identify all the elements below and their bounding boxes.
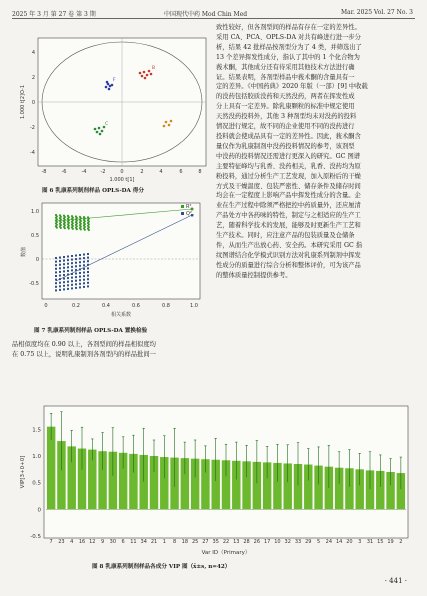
q2-point [63, 263, 65, 265]
svg-text:0.2: 0.2 [72, 303, 80, 309]
q2-point [87, 275, 89, 277]
paragraph-line: 莪术酮，其他成分还有待采用其他技术方法进行确 [216, 63, 355, 71]
fig7-x-label: 相关系数 [110, 312, 132, 318]
q2-point [83, 261, 85, 263]
q2-point [55, 282, 57, 284]
fig8-vip-chart [16, 402, 414, 558]
svg-text:4: 4 [31, 50, 35, 56]
q2-point [59, 264, 61, 266]
right-column-text [216, 23, 415, 281]
q2-point [75, 276, 77, 278]
q2-point [71, 284, 73, 286]
q2-point [79, 261, 81, 263]
x-tick-label: 14 [335, 539, 343, 545]
q2-point [63, 285, 65, 287]
svg-text:0: 0 [31, 100, 35, 106]
q2-point [79, 276, 81, 278]
r2-point [68, 227, 70, 229]
y-tick-label: 1.0 [32, 454, 41, 460]
x-tick-label: 18 [181, 539, 189, 545]
q2-point [83, 275, 85, 277]
paragraph-line: 采用 CA、PCA、OPLS-DA 对共有峰进行进一步分 [216, 33, 361, 41]
q2-point [63, 281, 65, 283]
paragraph-line: 件，从而生产出放心药、安全药。本研究采用 GC 指 [216, 241, 363, 249]
x-tick-label: 3 [358, 539, 362, 545]
paragraph-line: 量仅作为乳康制剂中没药投料情况的参考，该剂型 [216, 142, 355, 150]
x-tick-label: 21 [150, 539, 158, 545]
q2-point [83, 268, 85, 270]
q2-point [75, 280, 77, 282]
q2-point [63, 260, 65, 262]
q2-point [83, 257, 85, 259]
q2-point [83, 254, 85, 256]
svg-text:0.8: 0.8 [162, 303, 170, 309]
q2-point [71, 255, 73, 257]
fig6-y-ticks [30, 50, 35, 156]
q2-point [75, 262, 77, 264]
svg-text:1.0: 1.0 [31, 209, 39, 215]
paragraph-line: 定的差异。《中国药典》2020 年版（一部）[9] 中收载 [216, 83, 368, 91]
paragraph-line: 艺，随着科学技术的发展，能够及时更新生产工艺和 [216, 222, 361, 230]
q2-point [67, 266, 69, 268]
q2-point [55, 264, 57, 266]
x-tick-label: 4 [70, 539, 74, 545]
svg-text:6: 6 [179, 169, 183, 175]
q2-point [83, 282, 85, 284]
svg-text:-4: -4 [81, 169, 87, 175]
q2-point [79, 286, 81, 288]
fig7-x-ticks [44, 303, 198, 309]
paragraph-line: 分上具有一定差异。除乳康颗粒的标准中规定使用 [216, 103, 355, 111]
svg-text:0.4: 0.4 [102, 303, 110, 309]
x-tick-label: 16 [78, 539, 86, 545]
q2-point [59, 285, 61, 287]
fig7-permutation-plot [16, 197, 210, 327]
q2-point [67, 277, 69, 279]
paragraph-line: 的没药包括胶质没药和天然没药，两者在挥发性成 [216, 93, 355, 101]
left-column-text [12, 340, 208, 360]
svg-text:-8: -8 [41, 169, 47, 175]
x-tick-label: 33 [294, 539, 302, 545]
header-center: 中国现代中药 Mod Chin Med [164, 11, 248, 18]
svg-text:0.6: 0.6 [132, 303, 140, 309]
q2-point [75, 273, 77, 275]
x-tick-label: 5 [316, 539, 321, 545]
q2-point [87, 271, 89, 273]
q2-point [83, 286, 85, 288]
q2-point [63, 278, 65, 280]
q2-point [79, 272, 81, 274]
svg-text:8: 8 [198, 169, 202, 175]
q2-point [55, 286, 57, 288]
svg-text:-4: -4 [30, 150, 35, 156]
x-tick-label: 23 [58, 539, 65, 545]
y-tick-label: 0.5 [32, 480, 41, 487]
q2-point [55, 261, 57, 263]
q2-point [63, 267, 65, 269]
y-tick-label: 0 [37, 507, 41, 514]
legend-r2: R² [186, 204, 192, 210]
y-tick-label: 1.5 [32, 427, 41, 434]
x-tick-label: 24 [325, 539, 333, 545]
svg-text:0.5: 0.5 [31, 233, 39, 239]
r2-point [88, 229, 90, 231]
x-tick-label: 15 [377, 539, 384, 545]
q2-point [55, 275, 57, 277]
r2-point [76, 228, 78, 230]
q2-point [71, 266, 73, 268]
header-right: Mar. 2025 Vol. 27 No. 3 [341, 9, 413, 16]
paragraph-line: 生产技术。同时，应注意产品的包装质量及仓储条 [216, 232, 355, 240]
y-tick-label: -0.5 [30, 534, 41, 540]
x-tick-label: 22 [222, 539, 230, 545]
q2-point [55, 268, 57, 270]
x-tick-label: 27 [202, 539, 209, 545]
q2-point [59, 289, 61, 291]
q2-point [87, 278, 89, 280]
q2-point [79, 279, 81, 281]
q2-point [55, 257, 57, 259]
svg-text:2: 2 [31, 75, 35, 81]
paragraph-line: 13 个差异挥发性成分，指认了其中的 1 个化合物为 [216, 53, 360, 61]
r2-point [84, 229, 86, 231]
r2-point [56, 227, 58, 229]
fig6-x-ticks [42, 169, 202, 175]
q2-point [63, 270, 65, 272]
fig7-y-ticks [29, 209, 39, 287]
paragraph-line: 天然没药投料外，其他 3 种剂型均未对没药的投料 [216, 113, 357, 121]
x-tick-label: 6 [121, 539, 125, 545]
paragraph-line: 的整体质量控制提供参考。 [216, 271, 292, 279]
q2-point [75, 283, 77, 285]
x-tick-label: 35 [212, 539, 219, 545]
x-tick-label: 11 [130, 539, 137, 545]
x-tick-label: 17 [263, 539, 271, 545]
fig6-x-label: 1.000 t[1] [109, 177, 135, 183]
q2-point [79, 254, 81, 256]
x-tick-label: 25 [191, 539, 199, 545]
x-tick-label: 9 [100, 539, 105, 545]
q2-point [75, 287, 77, 289]
legend-q2: Q² [186, 211, 192, 217]
svg-text:-0.5: -0.5 [29, 281, 39, 287]
fig6-caption: 图 6 乳康系列制剂样品 OPLS-DA 得分 [42, 188, 144, 194]
x-tick-label: 32 [284, 539, 291, 545]
paragraph-line: 粉投料，通过分析生产工艺发现，加入原粉后的干燥 [216, 172, 361, 180]
fig6-score-plot [16, 34, 210, 184]
svg-text:-6: -6 [61, 169, 67, 175]
x-tick-label: 2 [399, 539, 403, 545]
paragraph-line: 纹图谱结合化学模式识别方法对乳康系列制剂中挥发 [216, 251, 361, 259]
q2-point [59, 271, 61, 273]
q2-point [79, 265, 81, 267]
q2-point [71, 287, 73, 289]
fig6-y-label: 1.000 t[2]O-1 [20, 84, 26, 120]
q2-point [87, 253, 89, 255]
q2-point [79, 283, 81, 285]
paragraph-line: 主要特征峰均与乳香、没药相关，乳香、没药均为原 [216, 162, 361, 170]
q2-point [83, 279, 85, 281]
paragraph-line: 证。结果表明，各剂型样品中莪术酮的含量具有一 [216, 73, 355, 81]
q2-point [59, 257, 61, 259]
q2-point [87, 282, 89, 284]
q2-point [71, 259, 73, 261]
header-rule [12, 18, 415, 19]
paragraph-line: 致性较好，但各剂型间的样品有存在一定的差异性。 [216, 24, 361, 31]
q2-point [71, 277, 73, 279]
q2-point [75, 255, 77, 257]
x-tick-label: 28 [243, 539, 250, 545]
paragraph-line: 在 0.75 以上，说明乳康制剂各剂型内的样品批间一 [12, 350, 156, 358]
paragraph-line: 情况进行规定，故不同的企业使用不同的没药进行 [216, 123, 355, 131]
paragraph-line: 性成分的质量进行综合分析和整体评价，可为该产品 [216, 261, 361, 269]
paragraph-line: 投料就会使成品具有一定的差异性。因此，莪术酮含 [216, 132, 361, 140]
svg-text:4: 4 [159, 169, 163, 175]
svg-text:0: 0 [35, 257, 39, 263]
paragraph-line: 均会在一定程度上影响产品中挥发性成分的含量。企 [216, 192, 361, 200]
q2-point [59, 275, 61, 277]
q2-point [87, 285, 89, 287]
fig8-y-label: VIP[3+0+0] [20, 455, 26, 489]
q2-point [75, 265, 77, 267]
x-tick-label: 30 [109, 539, 117, 545]
fig8-y-ticks [30, 427, 41, 540]
svg-text:0: 0 [44, 303, 48, 309]
q2-point [71, 280, 73, 282]
paragraph-line: 产品处方中各药味的特性，制定与之相适应的生产工 [216, 212, 361, 220]
q2-point [59, 282, 61, 284]
q2-point [63, 288, 65, 290]
x-tick-label: 29 [305, 539, 312, 545]
x-tick-label: 26 [253, 539, 261, 545]
q2-point [87, 257, 89, 259]
x-tick-label: 19 [387, 539, 394, 545]
fig7-caption: 图 7 乳康系列制剂样品 OPLS-DA 置换检验 [34, 328, 148, 334]
group-c-label: C [105, 122, 109, 127]
q2-point [67, 288, 69, 290]
q2-point [55, 289, 57, 291]
q2-point [71, 262, 73, 264]
x-tick-label: 34 [140, 539, 147, 545]
x-tick-label: 31 [366, 539, 374, 545]
group-b-label: B [152, 66, 156, 71]
header-left: 2025 年 3 月 第 27 卷 第 3 期 [12, 11, 96, 18]
q2-point [83, 272, 85, 274]
group-f-label: F [113, 78, 116, 83]
q2-point [75, 269, 77, 271]
fig8-x-label: Var ID（Primary） [201, 550, 251, 556]
fig8-caption: 图 8 乳康系列制剂样品各成分 VIP 图（x̄±s, n=42） [92, 564, 231, 570]
paragraph-line: 品相似度均在 0.90 以上，各剂型间的样品相似度均 [12, 341, 156, 348]
paragraph-line: 中没药的投料情况还需进行更深入的研究。GC 图谱 [216, 152, 361, 160]
q2-point [55, 279, 57, 281]
q2-point [71, 269, 73, 271]
q2-point [55, 271, 57, 273]
q2-point [67, 256, 69, 258]
q2-point [75, 258, 77, 260]
x-tick-label: 7 [49, 539, 53, 545]
q2-point [87, 267, 89, 269]
svg-text:2: 2 [140, 169, 144, 175]
svg-text:-2: -2 [30, 125, 35, 131]
q2-point [67, 263, 69, 265]
q2-point [59, 267, 61, 269]
q2-point [67, 284, 69, 286]
x-tick-label: 20 [346, 539, 353, 545]
r2-point [72, 228, 74, 230]
paragraph-line: 方式及干燥温度、包装严密性、储存条件及储存时间 [216, 182, 361, 190]
r2-point [64, 227, 66, 229]
page-number: · 441 · [384, 577, 407, 585]
q2-point [63, 256, 65, 258]
q2-point [63, 274, 65, 276]
svg-text:0: 0 [120, 169, 124, 175]
x-tick-label: 10 [274, 539, 281, 545]
q2-point [67, 259, 69, 261]
q2-point [59, 260, 61, 262]
x-tick-label: 1 [162, 539, 166, 545]
x-tick-label: 13 [233, 539, 240, 545]
x-tick-label: 12 [89, 539, 96, 545]
q2-point [87, 260, 89, 262]
svg-text:-2: -2 [100, 169, 106, 175]
paragraph-line: 析，结果 42 批样品按剂型分为了 4 类，并筛选出了 [216, 43, 362, 51]
r2-point [60, 227, 62, 229]
paragraph-line: 业在生产过程中除须严格把控中药质量外，还应厘清 [216, 202, 361, 210]
q2-point [67, 270, 69, 272]
r2-point [80, 228, 82, 230]
q2-point [83, 264, 85, 266]
fig7-y-label: 数值 [21, 246, 27, 258]
q2-point [67, 281, 69, 283]
svg-text:1.0: 1.0 [190, 303, 198, 309]
x-tick-label: 8 [172, 539, 177, 545]
q2-point [79, 258, 81, 260]
